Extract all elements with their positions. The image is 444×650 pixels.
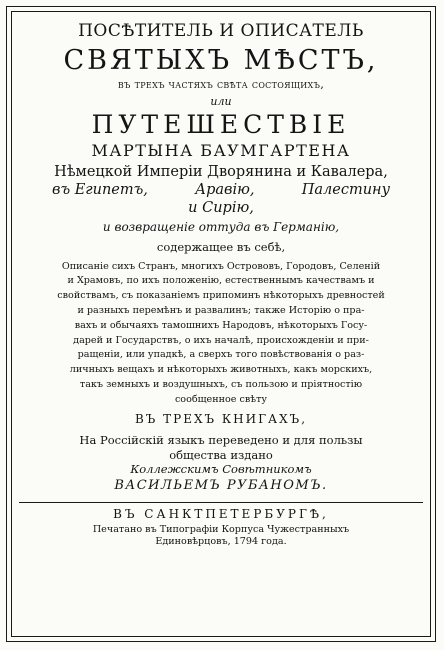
containing-line: содержащее въ себѣ,: [156, 240, 286, 255]
imprint-divider: [19, 502, 423, 503]
translation-line: На Россійскій языкъ переведено и для пользы: [79, 433, 363, 448]
destinations-line: [14, 182, 428, 199]
published-line: общества издано: [169, 447, 273, 462]
imprint-year: Единовѣрцовъ, 1794 года.: [155, 535, 287, 547]
imprint-printer: Печатано въ Типографіи Корпуса Чужестранныхъ: [92, 523, 350, 535]
description-line: ращеніи, или упадкѣ, а сверхъ того повѣствованія о раз-: [77, 349, 365, 361]
description-paragraph: [14, 260, 428, 408]
destination-palestine: Палестину: [301, 182, 390, 199]
description-line: и разныхъ перемѣнъ и развалинъ; также Исторію о пра-: [77, 305, 365, 317]
description-line: Описаніе сихъ Странъ, многихъ Острововъ, Городовъ, Селеній: [61, 260, 381, 272]
description-line: и Храмовъ, по ихъ положенію, естественнымъ качествамъ и: [67, 275, 375, 287]
description-line: свойствамъ, съ показаніемъ припоминъ нѣкоторыхъ древностей: [57, 290, 385, 302]
description-line: дарей и Государствъ, о ихъ началѣ, происхожденіи и при-: [73, 334, 369, 346]
destination-egypt: въ Египетъ,: [52, 182, 148, 199]
title-line-1: ПОСѢТИТЕЛЬ И ОПИСАТЕЛЬ: [78, 21, 364, 41]
translator-rank: Коллежскимъ Совѣтникомъ: [130, 461, 312, 476]
title-line-or: или: [210, 94, 232, 108]
author-rank: Нѣмецкой Имперіи Дворянина и Кавалера,: [54, 163, 388, 180]
destination-arabia: Аравію,: [195, 182, 255, 199]
destination-syria: и Сирію,: [188, 199, 254, 216]
description-line: личныхъ вещахъ и нѣкоторыхъ животныхъ, какъ морскихъ,: [69, 364, 373, 376]
title-line-2: СВЯТЫХЪ МѢСТЪ,: [63, 44, 379, 76]
return-line: и возвращеніе оттуда въ Германію,: [102, 219, 340, 234]
author-name: МАРТЫНА БАУМГАРТЕНА: [91, 141, 351, 161]
title-line-3: въ трехъ частяхъ свѣта состоящихъ,: [117, 76, 325, 91]
title-journey: ПУТЕШЕСТВІЕ: [91, 110, 351, 140]
description-line: вахъ и обычаяхъ тамошнихъ Народовъ, нѣкоторыхъ Госу-: [74, 319, 368, 331]
three-books-line: ВЪ ТРЕХЪ КНИГАХЪ,: [134, 411, 308, 426]
description-line: такъ земныхъ и воздушныхъ, съ пользою и пріятностію: [79, 379, 363, 390]
title-page-content: [14, 22, 428, 547]
translator-name: ВАСИЛЬЕМЪ РУБАНОМЪ.: [114, 478, 328, 494]
description-line: сообщенное свѣту: [174, 393, 268, 405]
imprint-city: ВЪ САНКТПЕТЕРБУРГѢ,: [113, 506, 329, 521]
